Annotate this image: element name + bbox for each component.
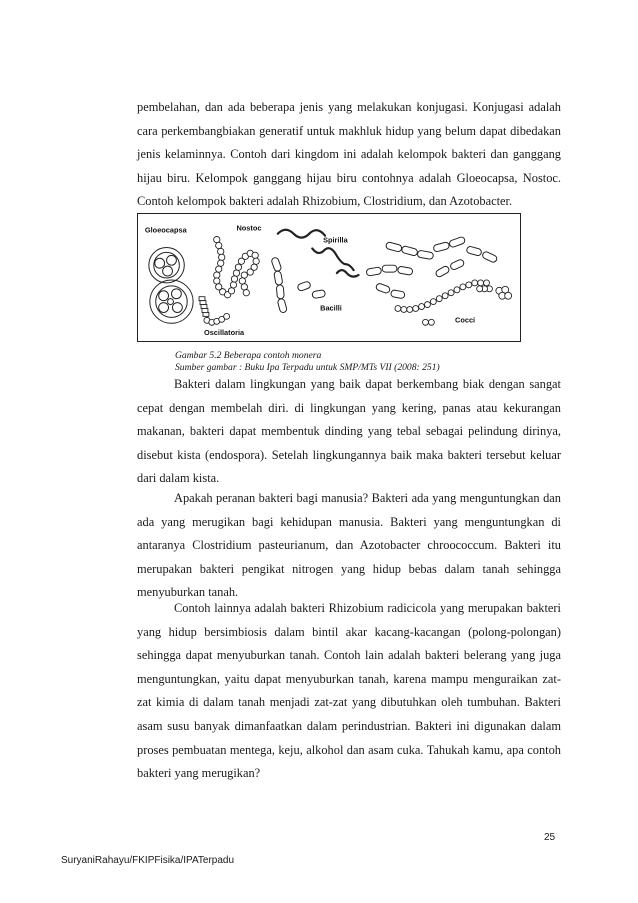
paragraph-intro: pembelahan, dan ada beberapa jenis yang melakukan konjugasi. Konjugasi adalah cara perkembangbiakan generatif untuk makhluk hidup yang belum dapat dibedakan jenis kelaminnya. Contoh dari kingdom ini adalah kelompok bakteri dan ganggang hijau biru. Kelompok ganggang hijau biru contohnya adalah Gloeocapsa, Nostoc. Contoh kelompok bakteri adalah Rhizobium, Clostridium, dan Azotobacter. bbox=[137, 100, 561, 209]
figure-caption: Gambar 5.2 Beberapa contoh monera bbox=[175, 350, 322, 361]
label-gloeocapsa: Gloeocapsa bbox=[144, 225, 187, 235]
monera-illustration bbox=[138, 214, 520, 341]
paragraph-reproduction: Bakteri dalam lingkungan yang baik dapat berkembang biak dengan sangat cepat dengan membelah diri. di lingkungan yang kering, panas atau kekurangan makanan, bakteri dapat membentuk dinding yang tebal sebagai pelindung dirinya, disebut kista (endospora). Setelah lingkungannya baik maka bakteri tersebut keluar dari dalam kista. bbox=[137, 377, 561, 486]
paragraph-examples: Contoh lainnya adalah bakteri Rhizobium radicicola yang merupakan bakteri yang hidup bersimbiosis dalam bintil akar kacang-kacangan (polong-polongan) sehingga dapat menyuburkan tanah. Contoh lain adalah bakteri belerang yang juga menguntungkan, yaitu dapat menyuburkan tanah, karena mampu menguraikan zat-zat kimia di dalam tanah menjadi zat-zat yang dibutuhkan oleh tumbuhan. Bakteri asam susu banyak dimanfaatkan dalam perindustrian. Bakteri ini digunakan dalam proses pembuatan mentega, keju, alkohol dan asam cuka. Tahukah kamu, apa contoh bakteri yang merugikan? bbox=[137, 601, 561, 781]
page-number: 25 bbox=[544, 832, 556, 843]
monera-figure bbox=[137, 213, 521, 342]
label-nostoc: Nostoc bbox=[236, 223, 262, 233]
gloeocapsa-drawing bbox=[149, 247, 193, 323]
bacilli-drawing bbox=[271, 257, 326, 314]
cocci-drawing bbox=[395, 280, 512, 325]
label-oscillatoria: Oscillatoria bbox=[203, 328, 245, 338]
nostoc-drawing bbox=[214, 236, 260, 297]
oscillatoria-drawing bbox=[199, 297, 230, 326]
figure-source: Sumber gambar : Buku Ipa Terpadu untuk SMP/MTs VII (2008: 251) bbox=[175, 362, 440, 373]
paragraph-benefits: Apakah peranan bakteri bagi manusia? Bakteri ada yang menguntungkan dan ada yang merugikan bagi kehidupan manusia. Bakteri yang menguntungkan di antaranya Clostridium pasteurianum, dan Azotobacter chroococcum. Bakteri itu merupakan bakteri pengikat nitrogen yang hidup bebas dalam tanah sehingga menyuburkan tanah. bbox=[137, 491, 561, 600]
footer-text: SuryaniRahayu/FKIPFisika/IPATerpadu bbox=[61, 855, 235, 866]
label-spirilla: Spirilla bbox=[323, 235, 348, 245]
label-bacilli: Bacilli bbox=[320, 303, 342, 313]
label-cocci: Cocci bbox=[455, 315, 476, 325]
